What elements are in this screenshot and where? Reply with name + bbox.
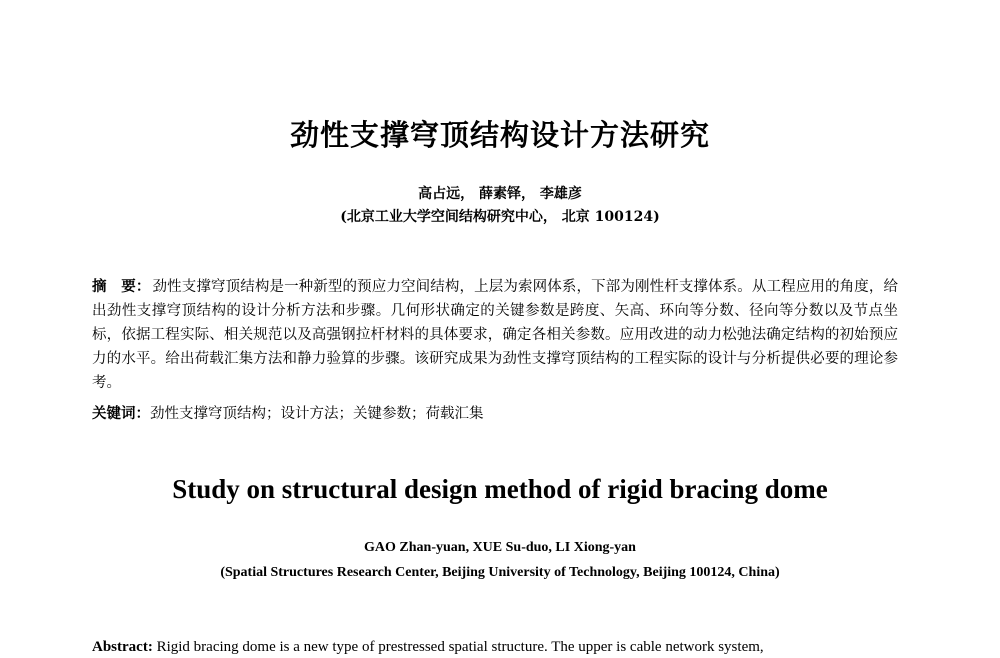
english-authors: GAO Zhan-yuan, XUE Su-duo, LI Xiong-yan <box>364 540 636 555</box>
english-abstract-label: Abstract: <box>92 639 153 655</box>
chinese-abstract-label: 摘 要： <box>92 278 151 295</box>
english-abstract-text: Rigid bracing dome is a new type of prestressed spatial structure. The upper is cable network system, <box>152 639 764 655</box>
chinese-affiliation: (北京工业大学空间结构研究中心， 北京 100124) <box>340 209 660 225</box>
chinese-keywords <box>92 402 898 426</box>
english-title: Study on structural design method of rigid bracing dome <box>172 474 828 504</box>
chinese-keywords-label: 关键词： <box>92 405 150 422</box>
chinese-title: 劲性支撑穹顶结构设计方法研究 <box>289 118 710 152</box>
english-affiliation: (Spatial Structures Research Center, Beijing University of Technology, Beijing 100124, China) <box>220 565 780 580</box>
chinese-abstract <box>92 275 898 395</box>
english-abstract <box>92 636 902 658</box>
chinese-authors: 高占远， 薛素铎， 李雄彦 <box>418 186 582 202</box>
chinese-abstract-text: 劲性支撑穹顶结构是一种新型的预应力空间结构，上层为索网体系，下部为刚性杆支撑体系。从工程应用的角度，给出劲性支撑穹顶结构的设计分析方法和步骤。几何形状确定的关键参数是跨度、矢高、环向等分数、径向等分数以及节点坐标，依据工程实际、相关规范以及高强钢拉杆材料的具体要求，确定各相关参数。应用改进的动力松弛法确定结构的初始预应力的水平。给出荷载汇集方法和静力验算的步骤。该研究成果为劲性支撑穹顶结构的工程实际的设计与分析提供必要的理论参考。 <box>92 279 898 391</box>
chinese-keywords-text: 劲性支撑穹顶结构；设计方法；关键参数；荷载汇集 <box>150 406 484 422</box>
